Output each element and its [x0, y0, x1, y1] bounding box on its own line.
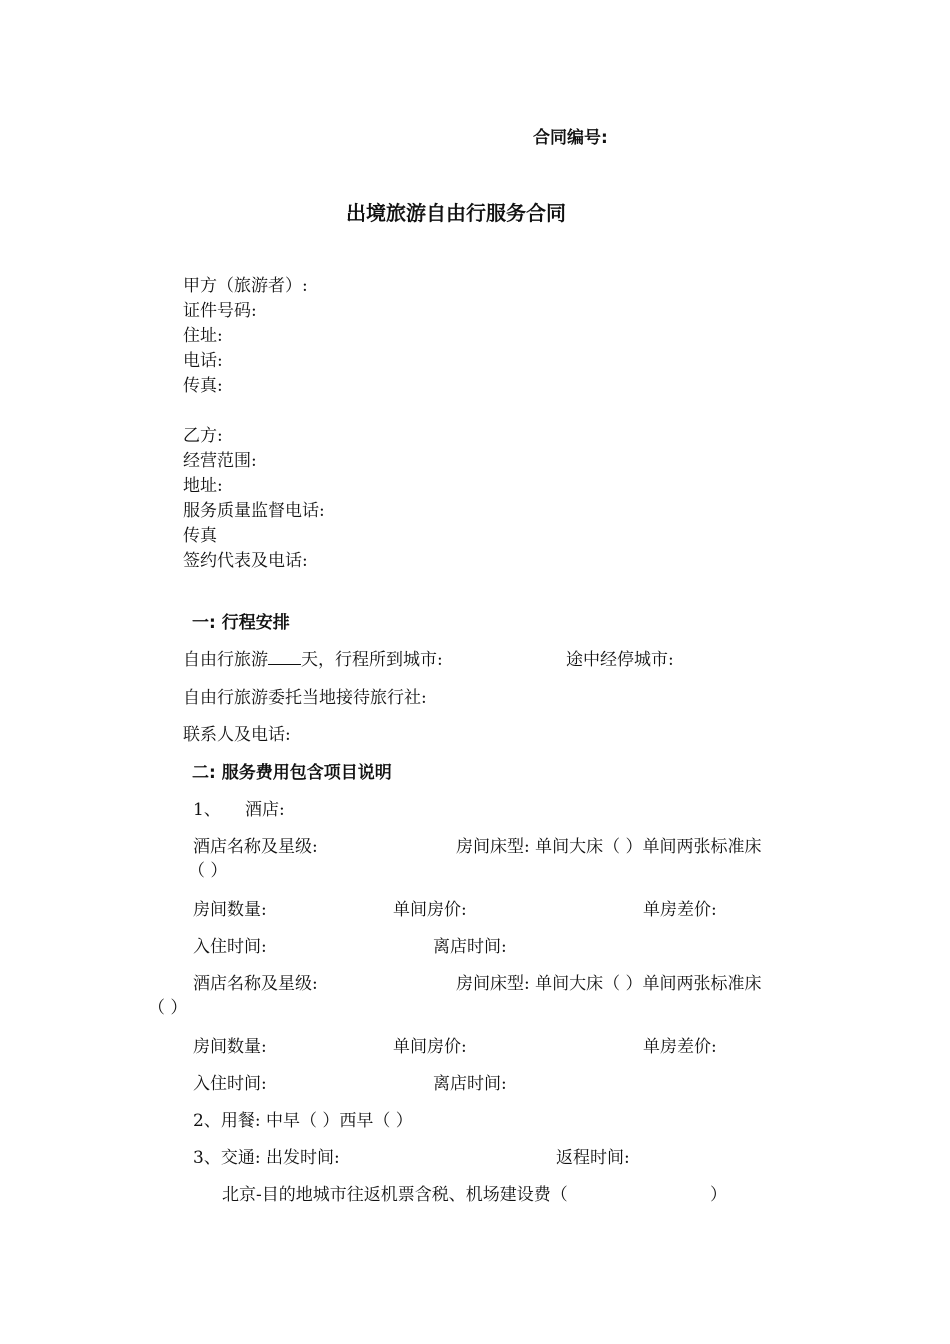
trip-days-prefix: 自由行旅游 — [183, 650, 268, 670]
section2-heading: 二: 服务费用包含项目说明 — [192, 763, 392, 783]
transport-departure: 3、交通: 出发时间: — [193, 1148, 340, 1168]
contact-phone: 联系人及电话: — [183, 725, 291, 745]
party-b-fax: 传真 — [183, 526, 217, 546]
hotel-item-number: 1、 — [193, 800, 221, 820]
room-count: 房间数量: — [193, 900, 267, 920]
party-b-supervision-phone: 服务质量监督电话: — [183, 501, 325, 521]
local-agency: 自由行旅游委托当地接待旅行社: — [183, 688, 427, 708]
single-supplement: 单房差价: — [643, 900, 717, 920]
room-bed-type-cont: （ ） — [148, 998, 188, 1018]
document-title: 出境旅游自由行服务合同 — [346, 201, 566, 225]
party-a-fax: 传真: — [183, 376, 223, 396]
contract-number-label: 合同编号: — [533, 128, 608, 148]
checkout-time: 离店时间: — [433, 1074, 507, 1094]
party-b-scope: 经营范围: — [183, 451, 257, 471]
meal-line: 2、用餐: 中早（ ）西早（ ） — [193, 1111, 413, 1131]
checkin-time: 入住时间: — [193, 937, 267, 957]
section1-heading: 一: 行程安排 — [192, 613, 290, 633]
trip-days-suffix: 天，行程所到城市: — [301, 650, 443, 670]
hotel-label: 酒店: — [245, 800, 285, 820]
room-price: 单间房价: — [393, 900, 467, 920]
room-bed-type: 房间床型: 单间大床（ ）单间两张标准床 — [456, 974, 762, 994]
airfare-close-paren: ） — [710, 1185, 727, 1205]
party-b-rep: 签约代表及电话: — [183, 551, 308, 571]
hotel-name-star: 酒店名称及星级: — [193, 974, 318, 994]
room-price: 单间房价: — [393, 1037, 467, 1057]
stopover-cities: 途中经停城市: — [566, 650, 674, 670]
party-a-phone: 电话: — [183, 351, 223, 371]
party-a-address: 住址: — [183, 326, 223, 346]
hotel-name-star: 酒店名称及星级: — [193, 837, 318, 857]
party-b-address: 地址: — [183, 476, 223, 496]
single-supplement: 单房差价: — [643, 1037, 717, 1057]
checkout-time: 离店时间: — [433, 937, 507, 957]
party-a-id: 证件号码: — [183, 301, 257, 321]
days-blank — [268, 650, 301, 665]
airfare-line: 北京-目的地城市往返机票含税、机场建设费（ — [222, 1185, 568, 1205]
party-b-name: 乙方: — [183, 426, 223, 446]
room-count: 房间数量: — [193, 1037, 267, 1057]
party-a-name: 甲方（旅游者）: — [183, 276, 308, 296]
room-bed-type: 房间床型: 单间大床（ ）单间两张标准床 — [456, 837, 762, 857]
transport-return: 返程时间: — [556, 1148, 630, 1168]
room-bed-type-cont: （ ） — [188, 861, 228, 881]
trip-days-line — [183, 650, 443, 670]
checkin-time: 入住时间: — [193, 1074, 267, 1094]
